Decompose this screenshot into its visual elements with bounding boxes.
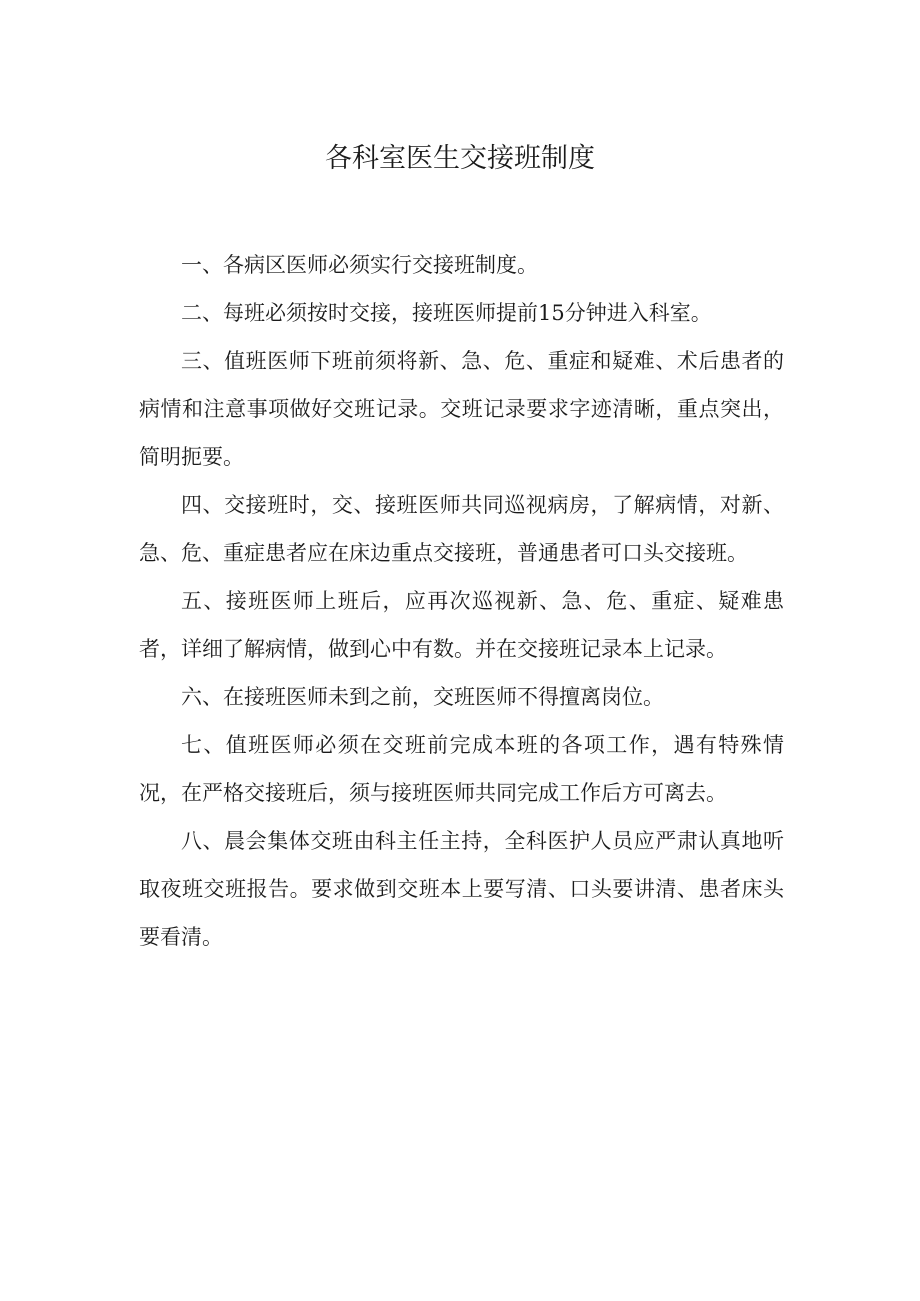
paragraph-1: 一、各病区医师必须实行交接班制度。 xyxy=(181,253,538,277)
paragraph-5: 五、接班医师上班后，应再次巡视新、急、危、重症、疑难患者，详细了解病情，做到心中有数。并在交接班记录本上记录。 xyxy=(139,589,784,661)
document-title: 各科室医生交接班制度 xyxy=(325,143,595,174)
paragraph-7: 七、值班医师必须在交班前完成本班的各项工作，遇有特殊情况，在严格交接班后，须与接班医师共同完成工作后方可离去。 xyxy=(139,733,784,805)
paragraph-3: 三、值班医师下班前须将新、急、危、重症和疑难、术后患者的病情和注意事项做好交班记录。交班记录要求字迹清晰，重点突出，简明扼要。 xyxy=(139,349,784,469)
paragraph-4: 四、交接班时，交、接班医师共同巡视病房，了解病情，对新、急、危、重症患者应在床边重点交接班，普通患者可口头交接班。 xyxy=(139,493,784,565)
paragraph-8: 八、晨会集体交班由科主任主持，全科医护人员应严肃认真地听取夜班交班报告。要求做到交班本上要写清、口头要讲清、患者床头要看清。 xyxy=(139,829,784,949)
paragraph-2: 二、每班必须按时交接，接班医师提前15分钟进入科室。 xyxy=(181,301,712,325)
paragraph-6: 六、在接班医师未到之前，交班医师不得擅离岗位。 xyxy=(181,685,664,709)
document-body xyxy=(139,241,784,961)
